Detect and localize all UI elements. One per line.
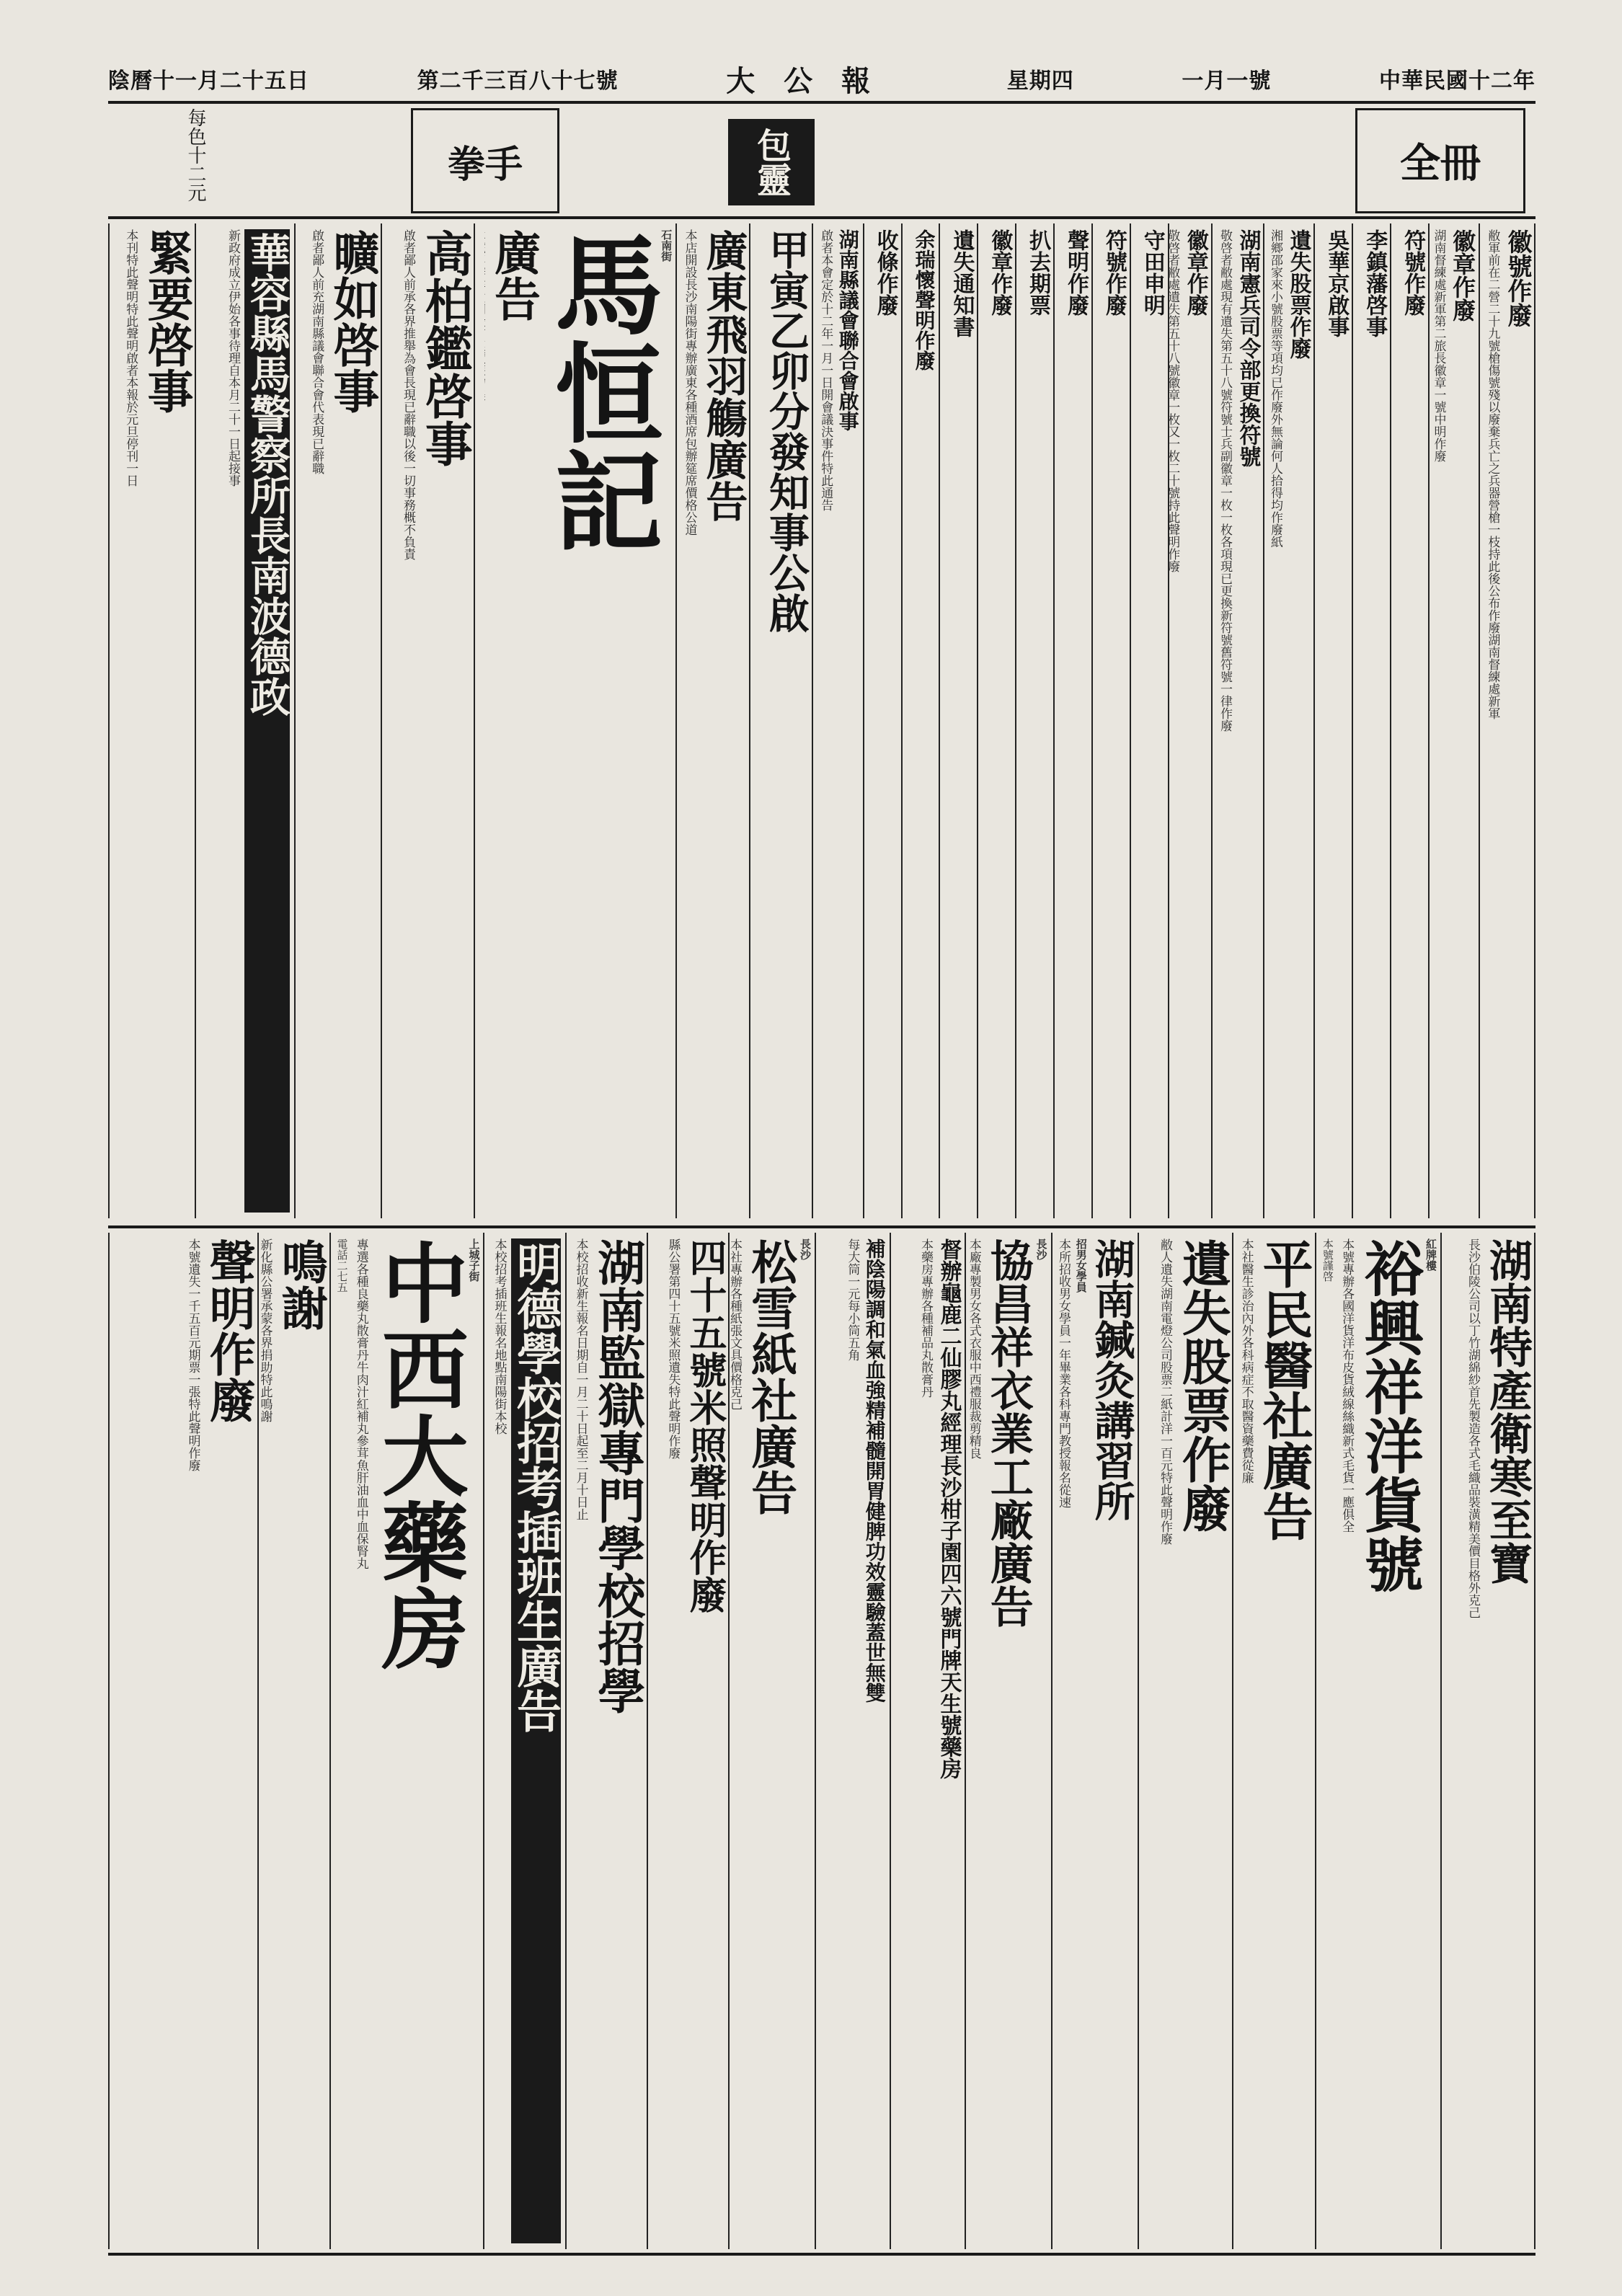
ad-badge-void-1 [1479,223,1535,1218]
ad-body: 新化縣公署承蒙各界捐助特此鳴謝 [257,1238,272,1422]
ad-gao-bojian [381,223,474,1218]
ad-body: 專選各種良藥丸散膏丹牛肉汁紅補丸參茸魚肝油血中血保腎丸 [353,1238,368,1569]
ad-civilian-clinic [1232,1233,1315,2249]
ad-title: 遺失通知書 [949,229,975,337]
ad-title: 徽章作廢 [1449,229,1477,322]
ad-title: 徽章作廢 [1182,229,1208,316]
ad-title: 聲明作廢 [1063,229,1089,316]
ad-title: 甲寅乙卯分發知事公啟 [763,229,811,633]
ad-receipt-void [863,223,901,1218]
ad-urgent-notice [108,223,195,1218]
ad-body: 啟者本會定於十二年一月一日開會議決事件特此通告 [818,229,833,511]
banner-rule [108,216,1535,219]
ad-body: 新政府成立伊始各事待理自本月二十一日起接事 [226,229,241,487]
ad-county-council [812,223,863,1218]
ad-guangdong-feiyu [675,223,749,1218]
issue-number: 第二千三百八十七號 [417,68,619,94]
ad-body [484,229,485,1213]
ad-statement-void [1053,223,1091,1218]
ad-title: 余瑞懷聲明作廢 [912,229,936,371]
ad-mingde-school [483,1233,564,2249]
ad-title: 曠如啓事 [325,229,380,414]
ad-title: 湖南憲兵司令部更換符號 [1235,229,1261,467]
ad-title: 符號作廢 [1400,229,1426,316]
ad-title: 華容縣馬警察所長南波德政 [244,229,290,1213]
ad-sub: 長沙 [1034,1238,1048,1260]
ad-title: 裕興祥洋貨號 [1355,1238,1424,1593]
ad-title: 馬恒記 [536,229,663,554]
ad-body: 本所招收男女學員一年畢業各科專門教授報名從速 [1055,1238,1071,1508]
ad-title: 吳華京啟事 [1324,229,1350,337]
ad-xiechangxiang [965,1233,1051,2249]
banner-right-label: 全冊 [1400,140,1481,187]
ad-title: 松雪紙社廣告 [743,1238,798,1515]
ad-body: 本店開設長沙南陽街專辦廣東各種酒席包辦筵席價格公道 [682,229,697,536]
ad-body: 縣公署第四十五號米照遺失特此聲明作廢 [665,1238,681,1459]
ad-body: 本校招收新生報名日期自一月二十日起至二月十日止 [573,1238,588,1520]
ad-sub: 紅牌樓 [1424,1238,1437,1271]
ad-sub: 長沙 [798,1238,812,1260]
ad-note: 本號謹啓 [1321,1238,1334,1282]
ad-label: 廣告 [486,229,541,322]
ad-title: 平民醫社廣告 [1254,1238,1315,1541]
ad-title: 湖南縣議會聯合會啟事 [836,229,860,431]
ad-title: 湖南特產衛寒至寶 [1482,1238,1533,1584]
ad-body: 本號遺失一千五百元期票一張特此聲明作廢 [185,1238,200,1471]
ad-phone [479,229,480,1213]
ad-rice-permit [647,1233,728,2249]
ad-lost-stock-2 [1138,1233,1233,2249]
ad-body: 敬啓者敝處遺失第五十八號徽章一枚又一枚二十號持此聲明作廢 [1165,229,1180,572]
ad-body: 本校招考插班生報名地點南陽街本校 [492,1238,507,1435]
masthead-rule [108,101,1535,104]
ad-body: 本號專辦各國洋貨洋布皮貨絨線絲織新式毛貨一應俱全 [1339,1238,1355,1533]
ad-body: 本刊特此聲明特此聲明啟者本報於元旦停刊一日 [123,229,138,487]
banner-left-label: 拳手 [447,142,523,187]
ad-body: 本廠專製男女各式衣服中西禮服裁剪精良 [966,1238,981,1459]
ad-body: 本社專辦各種紙張文具價格克己 [727,1238,742,1410]
ad-phone: 電話二七五 [335,1238,349,1293]
top-ads-row [108,223,1535,1218]
ad-wu-huajing [1313,223,1352,1218]
ad-title: 遺失股票作廢 [1174,1238,1232,1533]
ad-title: 鳴謝 [273,1238,328,1331]
ad-body: 長沙伯陵公司以丁竹湖綿紗首先製造各式毛織品裝潢精美價目格外克己 [1466,1238,1480,1618]
ad-body: 啟者鄙人前充湖南縣議會聯合會代表現已辭職 [309,229,324,474]
banner-right-box [1355,108,1525,213]
ad-sub: 上城子街 [467,1238,481,1282]
ad-body: 啟者鄙人前承各界推舉為會長現已辭職以後一切事務概不負責 [400,229,415,560]
ad-title: 徽號作廢 [1503,229,1532,327]
ad-title: 緊要啓事 [139,229,194,414]
ad-insignia-void [1390,223,1428,1218]
ad-thanks [257,1233,329,2249]
ad-statement-void-2 [108,1233,257,2249]
ad-title: 明德學校招考插班生廣告 [511,1238,561,2243]
ad-lost-notice [939,223,977,1218]
ad-title: 協昌祥衣業工廠廣告 [983,1238,1034,1628]
masthead [108,61,1535,96]
ad-title: 督辦龜鹿二仙膠丸經理長沙柑子園四六號門牌天生號藥房 [936,1238,962,1779]
banner-seal-text: 包靈 [750,128,792,197]
ad-kuang-ru [294,223,381,1218]
date-roc: 中華民國十二年 [1378,68,1535,94]
ad-title: 聲明作廢 [201,1238,256,1423]
ad-tiansheng-pharmacy [890,1233,965,2249]
ad-body: 湘鄉邵家來小號股票等項均已作廢外無論何人拾得均作廢紙 [1267,229,1282,548]
ad-title: 扒去期票 [1025,229,1051,316]
ad-zhongxi-pharmacy [329,1233,484,2249]
ad-tonic-pills [815,1233,890,2249]
ad-prison-school [565,1233,647,2249]
ad-acupuncture [1051,1233,1138,2249]
ad-military-police [1211,223,1264,1218]
banner-center [728,112,815,220]
ad-lost-stock [1263,223,1313,1218]
ad-sub: 招男女學員 [1074,1238,1088,1293]
date-lunar: 陰曆十一月二十五日 [108,68,309,94]
ad-hunan-special [1440,1233,1535,2249]
ad-shoutian [1130,223,1168,1218]
ad-title: 遺失股票作廢 [1285,229,1311,359]
ad-yu-ruihuai [901,223,939,1218]
middle-rule [108,1225,1535,1228]
ad-symbol-void [1091,223,1130,1218]
ad-huarong-police [195,223,293,1218]
ad-yuxingxiang [1315,1233,1440,2249]
ad-songxue-paper [728,1233,815,2249]
ad-title: 補陰陽調和氣血強精補髓開胃健脾功效靈驗蓋世無雙 [862,1238,887,1703]
ad-title: 湖南鍼灸講習所 [1088,1238,1136,1521]
ad-body: 敝人遺失湖南電燈公司股票二紙計洋一百元特此聲明作廢 [1158,1238,1173,1545]
ad-badge-void-4 [977,223,1015,1218]
ad-body: 本藥房專辦各種補品丸散膏丹 [918,1238,934,1398]
ad-magistrates [749,223,812,1218]
ad-badge-void-3 [1165,223,1211,1218]
ad-promissory [1015,223,1053,1218]
paper-name: 大公報 [726,63,900,98]
ad-body: 本社醫生診治內外各科病症不取醫資藥費從廉 [1238,1238,1254,1484]
ad-title: 守田申明 [1139,229,1165,316]
ad-title: 高柏鑑啓事 [417,229,474,467]
ad-title: 收條作廢 [872,229,898,316]
ad-title: 徽章作廢 [987,229,1013,316]
ad-title: 符號作廢 [1101,229,1127,316]
bottom-ads-row [108,1233,1535,2249]
banner-seal [728,119,815,205]
ad-title: 四十五號米照聲明作廢 [682,1238,727,1613]
ad-title: 湖南監獄專門學校招學 [589,1238,646,1714]
ad-li-zhenfan [1352,223,1390,1218]
date-month: 一月一號 [1182,68,1272,94]
ad-title: 廣東飛羽觴廣告 [699,229,748,522]
ad-sub: 石南街 [660,229,673,262]
ad-title: 李鎮藩啓事 [1362,229,1388,337]
ad-body: 湖南督練處新軍第二旅長徽章一號中明作廢 [1431,229,1446,462]
ad-body: 敬啓者敝處現有遺失第五十八號符號士兵副徽章一枚一枚各項現已更換新符號舊符號一律作廢 [1217,229,1232,732]
ad-body: 敝軍前在二營二十九號槍傷號殘以廢棄兵亡之兵器營槍一枝持此後公布作廢湖南督練處新軍 [1485,229,1500,719]
ad-title: 中西大藥房 [367,1238,469,1671]
banner-left-box [411,108,559,213]
weekday: 星期四 [1006,68,1074,94]
ad-body: 每大筒一元每小筒五角 [845,1238,860,1361]
ad-badge-void-2 [1428,223,1479,1218]
ad-ma-hengji [474,223,675,1218]
banner-left-column: 每色十二元 [185,108,206,202]
bottom-rule [108,2253,1535,2256]
